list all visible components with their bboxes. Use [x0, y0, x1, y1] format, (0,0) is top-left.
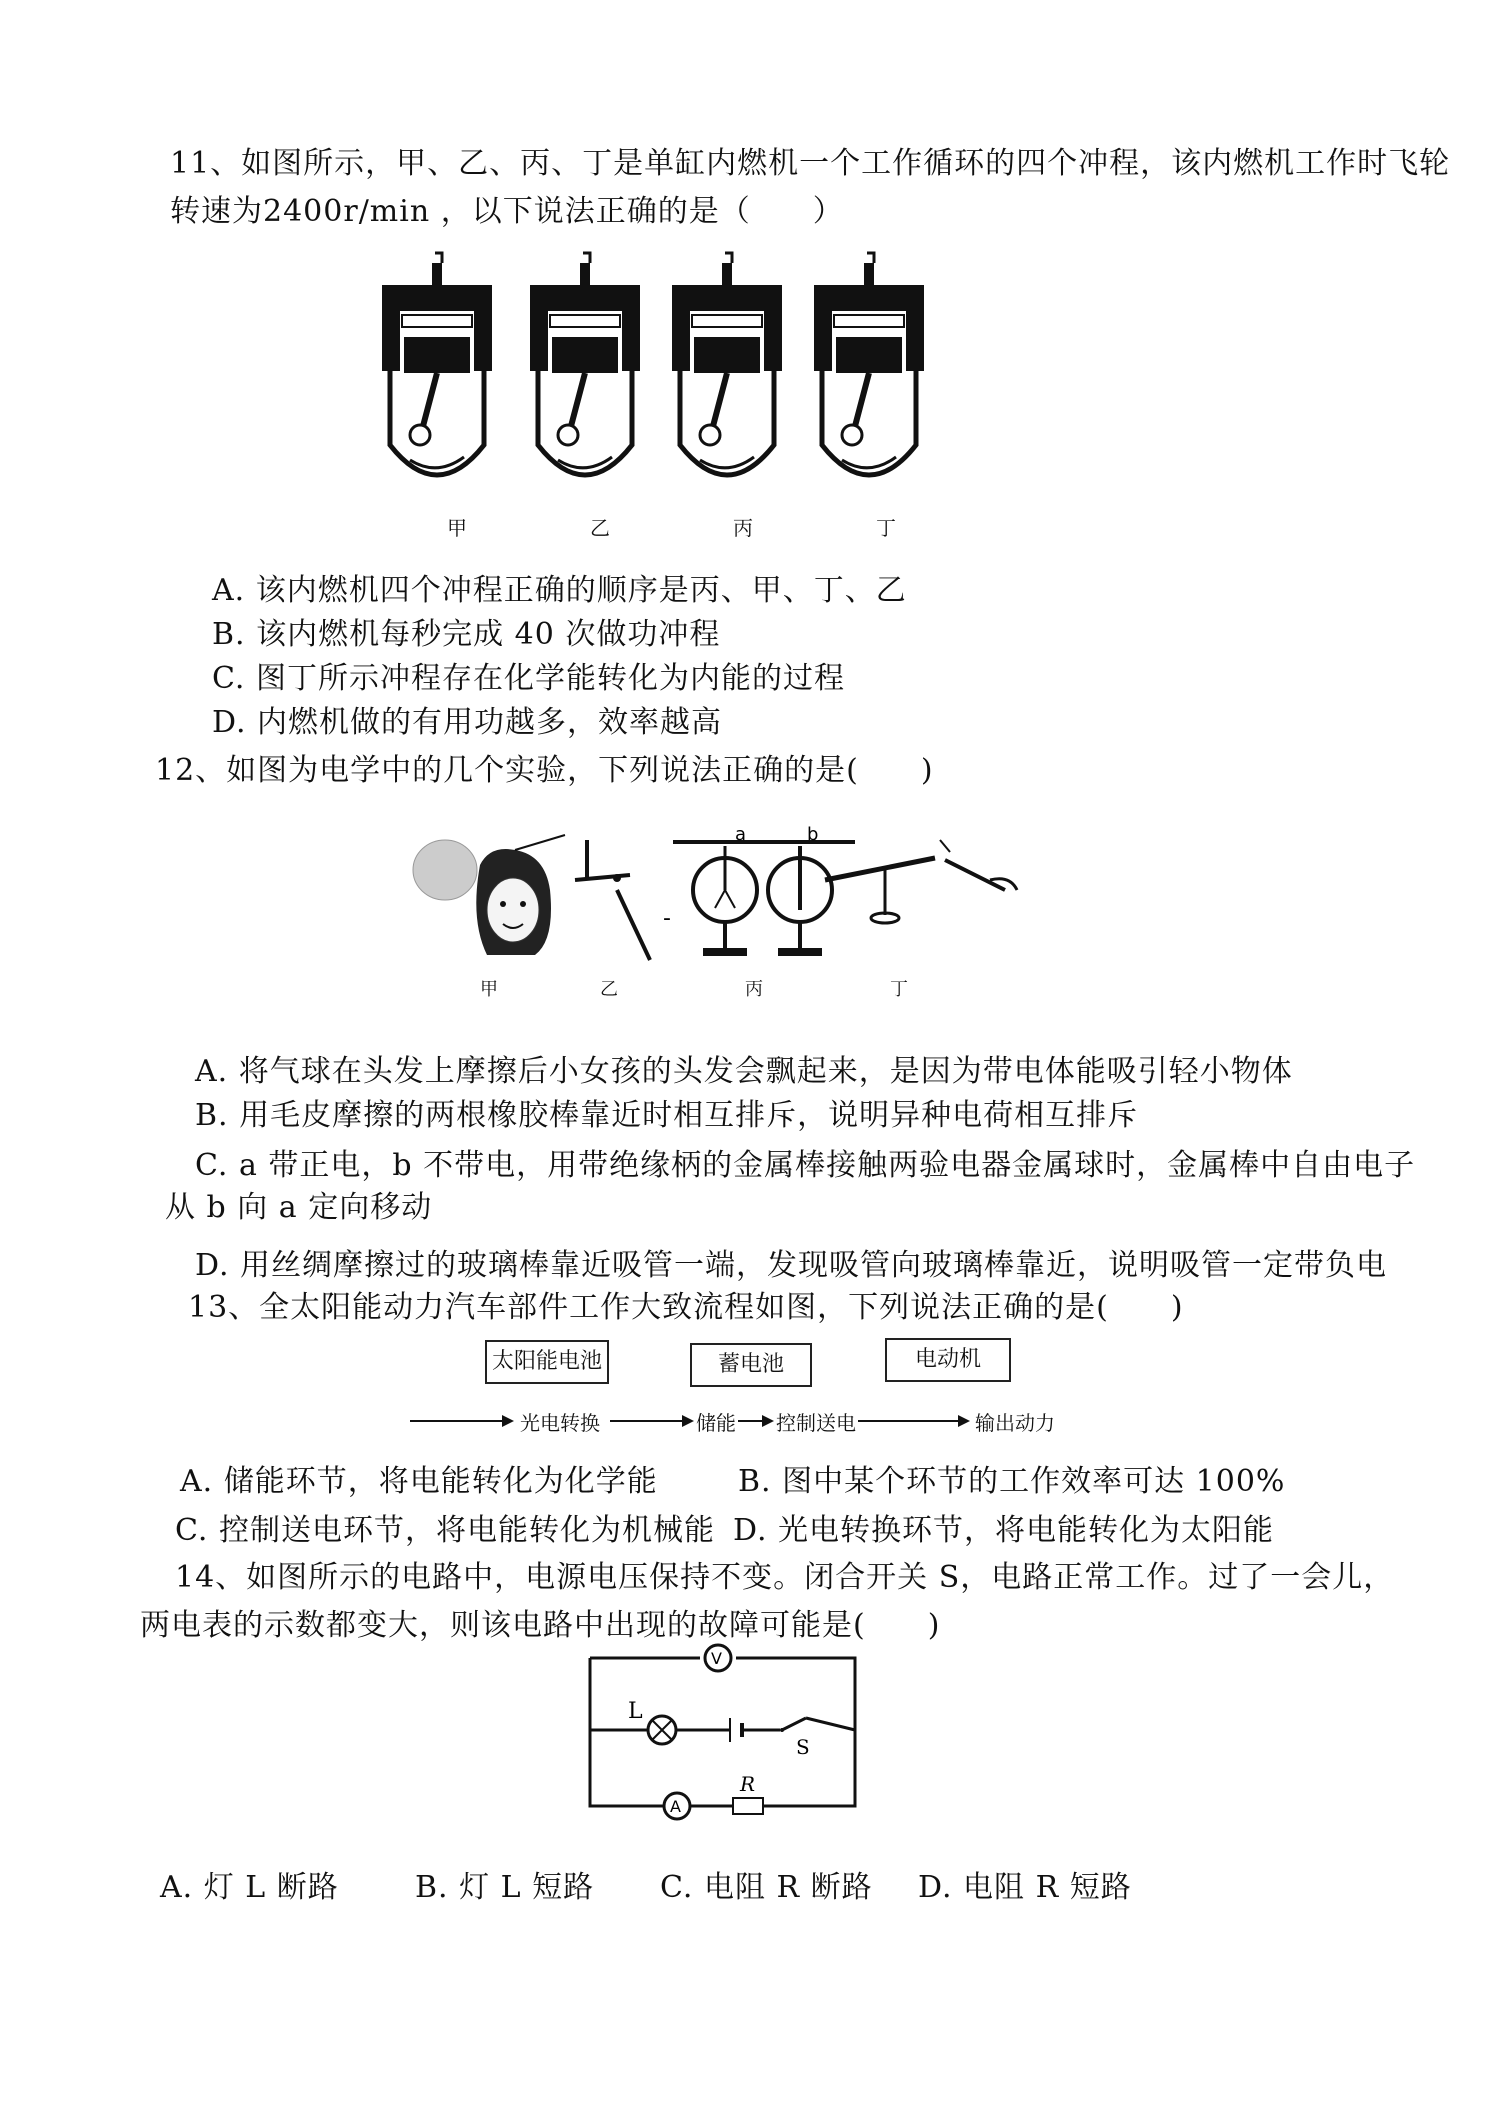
q14-option-b: B. 灯 L 短路: [415, 1870, 595, 1905]
resistor-label: R: [740, 1772, 756, 1796]
flow-step-3: 控制送电: [776, 1411, 856, 1435]
electroscope-letter-b: b: [807, 824, 819, 845]
q11-stem-line1: 11、如图所示，甲、乙、丙、丁是单缸内燃机一个工作循环的四个冲程，该内燃机工作时飞轮: [170, 146, 1451, 181]
voltmeter-symbol: V: [711, 1649, 722, 1668]
q11-option-d: D. 内燃机做的有用功越多，效率越高: [212, 705, 723, 740]
flow-box-motor: 电动机: [885, 1338, 1011, 1382]
q13-option-d: D. 光电转换环节，将电能转化为太阳能: [733, 1513, 1275, 1548]
experiment-label-4: 丁: [890, 979, 908, 1000]
engine-label-1: 甲: [447, 516, 467, 540]
flow-step-4: 输出动力: [975, 1411, 1055, 1435]
q12-option-a: A. 将气球在头发上摩擦后小女孩的头发会飘起来，是因为带电体能吸引轻小物体: [195, 1054, 1293, 1089]
engine-label-3: 丙: [733, 516, 753, 540]
q14-stem-line2: 两电表的示数都变大，则该电路中出现的故障可能是( ): [140, 1608, 941, 1643]
flow-step-2: 储能: [696, 1411, 736, 1435]
svg-text:-: -: [663, 906, 671, 931]
electroscope-letter-a: a: [735, 824, 747, 845]
q12-option-b: B. 用毛皮摩擦的两根橡胶棒靠近时相互排斥，说明异种电荷相互排斥: [195, 1098, 1139, 1133]
q12-option-c: C. a 带正电，b 不带电，用带绝缘柄的金属棒接触两验电器金属球时，金属棒中自由电子: [195, 1148, 1416, 1183]
flow-step-1: 光电转换: [520, 1411, 600, 1435]
experiment-label-3: 丙: [745, 979, 763, 1000]
circuit-diagram: [580, 1648, 860, 1828]
flow-arrows: [410, 1405, 1070, 1435]
q14-option-c: C. 电阻 R 断路: [660, 1870, 873, 1905]
electrostatics-figure: [405, 824, 1025, 980]
q11-option-b: B. 该内燃机每秒完成 40 次做功冲程: [212, 617, 721, 652]
q14-stem-line1: 14、如图所示的电路中，电源电压保持不变。闭合开关 S，电路正常工作。过了一会儿，: [175, 1560, 1395, 1595]
q13-option-b: B. 图中某个环节的工作效率可达 100%: [738, 1464, 1286, 1499]
flow-box-battery: 蓄电池: [690, 1343, 812, 1387]
switch-label: S: [796, 1735, 810, 1759]
q11-stem-line2: 转速为2400r/min ，以下说法正确的是（ ）: [170, 194, 844, 229]
q13-stem: 13、全太阳能动力汽车部件工作大致流程如图，下列说法正确的是( ): [188, 1290, 1184, 1325]
q14-option-a: A. 灯 L 断路: [160, 1870, 339, 1905]
experiment-label-1: 甲: [480, 979, 498, 1000]
q14-option-d: D. 电阻 R 短路: [918, 1870, 1132, 1905]
ammeter-symbol: A: [670, 1797, 681, 1816]
q12-stem: 12、如图为电学中的几个实验，下列说法正确的是( ): [155, 753, 934, 788]
q13-option-a: A. 储能环节，将电能转化为化学能: [180, 1464, 658, 1499]
lamp-label: L: [628, 1699, 643, 1724]
q13-option-c: C. 控制送电环节，将电能转化为机械能: [175, 1513, 715, 1548]
engine-label-2: 乙: [590, 516, 610, 540]
q12-option-c-cont: 从 b 向 a 定向移动: [165, 1190, 433, 1225]
q11-option-a: A. 该内燃机四个冲程正确的顺序是丙、甲、丁、乙: [212, 573, 907, 608]
engine-strokes-figure: [380, 245, 960, 515]
experiment-label-2: 乙: [600, 979, 618, 1000]
engine-label-4: 丁: [876, 516, 896, 540]
flow-box-solar-cell: 太阳能电池: [485, 1340, 609, 1384]
q11-option-c: C. 图丁所示冲程存在化学能转化为内能的过程: [212, 661, 845, 696]
q12-option-d: D. 用丝绸摩擦过的玻璃棒靠近吸管一端，发现吸管向玻璃棒靠近，说明吸管一定带负电: [195, 1248, 1388, 1283]
